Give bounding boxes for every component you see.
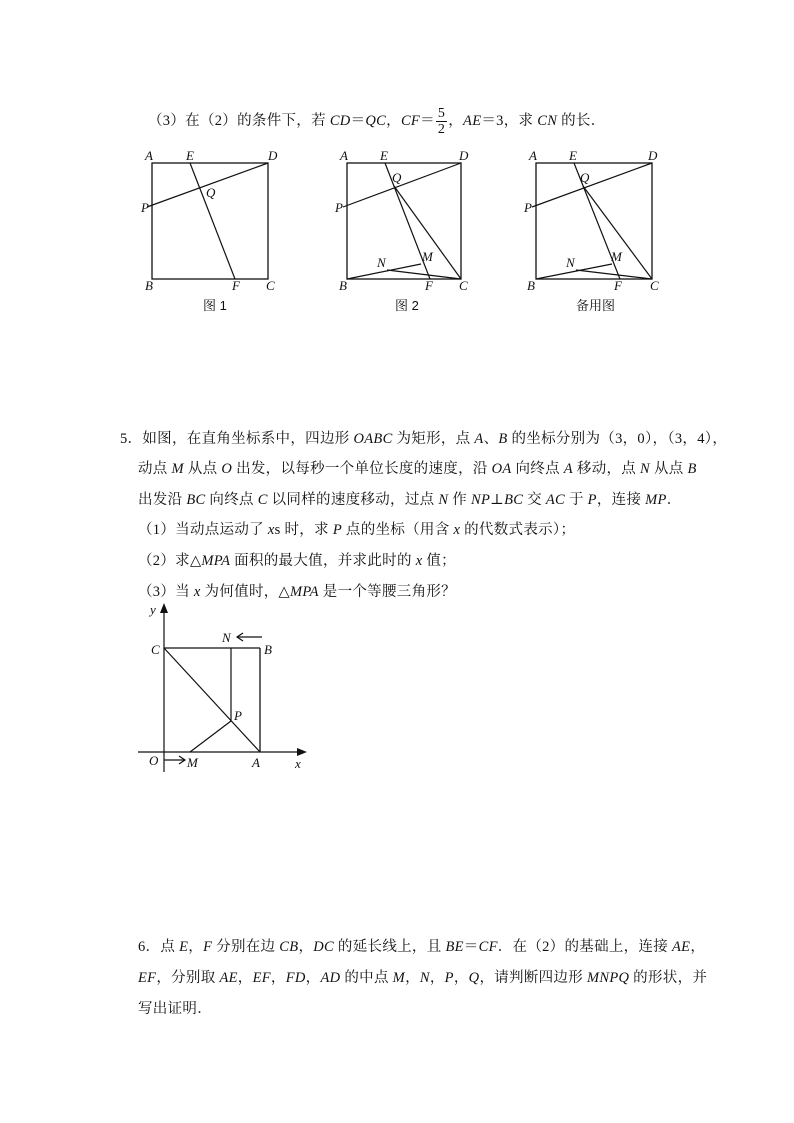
var: BC xyxy=(504,492,524,508)
var: MNPQ xyxy=(586,970,630,986)
text-segment: ，请判断四边形 xyxy=(479,970,587,986)
label-a: A xyxy=(252,755,260,770)
text-segment: ，分别取 xyxy=(156,970,220,986)
label-f: F xyxy=(425,278,433,293)
q4-figures xyxy=(0,140,794,470)
var: CF xyxy=(478,939,498,955)
text-segment: 写出证明． xyxy=(138,1001,212,1017)
text-segment: 点的坐标（用含 xyxy=(342,522,454,538)
label-e: E xyxy=(380,148,388,163)
text-segment: ， xyxy=(270,970,286,986)
q5-coordinate-figure xyxy=(130,600,330,780)
text-segment: ＝ xyxy=(350,112,366,129)
text-segment: 出发，以每秒一个单位长度的速度，沿 xyxy=(232,461,492,477)
figure-1-caption: 图 1 xyxy=(203,298,227,313)
text-segment: 为矩形，点 xyxy=(392,431,475,447)
text-segment: 面积的最大值，并求此时的 xyxy=(230,553,416,569)
label-d: D xyxy=(648,148,658,163)
label-n: N xyxy=(222,630,231,645)
text-segment: ＝ xyxy=(463,939,479,955)
var: OABC xyxy=(353,431,393,447)
q5-line-1 xyxy=(120,427,727,448)
var: MP xyxy=(645,492,667,508)
var: N xyxy=(419,970,430,986)
label-b: B xyxy=(527,278,535,293)
label-c: C xyxy=(151,642,160,657)
var-cd: CD xyxy=(329,112,351,129)
text-segment: ， xyxy=(429,970,445,986)
text-segment: 作 xyxy=(448,492,471,508)
text-segment: ， xyxy=(237,970,253,986)
var: EF xyxy=(138,970,157,986)
text-segment: （3）当 xyxy=(138,584,194,600)
label-m: M xyxy=(611,249,622,264)
var: AC xyxy=(545,492,566,508)
var-cf: CF xyxy=(400,112,421,129)
var: x xyxy=(415,553,423,569)
var-qc: QC xyxy=(365,112,387,129)
var: AE xyxy=(219,970,238,986)
figure-3 xyxy=(523,148,659,313)
label-c: C xyxy=(266,278,275,293)
var: P xyxy=(332,522,342,538)
text-segment: 的中点 xyxy=(340,970,393,986)
text-segment: 从点 xyxy=(650,461,688,477)
fraction-numerator: 5 xyxy=(437,106,446,121)
figure-2 xyxy=(334,148,469,313)
text-segment: 是一个等腰三角形？ xyxy=(318,584,456,600)
var: B xyxy=(498,431,508,447)
var: A xyxy=(474,431,484,447)
text-segment: s 时，求 xyxy=(274,522,333,538)
q5-line-3 xyxy=(138,488,682,509)
q5-sub-1 xyxy=(138,518,575,539)
text-segment: ⊥ xyxy=(490,492,505,508)
var: BE xyxy=(445,939,464,955)
q5-sub-3 xyxy=(138,580,456,601)
text-segment: 的长． xyxy=(557,112,606,129)
figure-2-caption: 图 2 xyxy=(395,298,419,313)
var: E xyxy=(179,939,189,955)
var: N xyxy=(438,492,449,508)
label-d: D xyxy=(459,148,469,163)
var: MPA xyxy=(290,584,319,600)
text-segment: 从点 xyxy=(183,461,222,477)
label-d: D xyxy=(268,148,278,163)
text-segment: （1）当动点运动了 xyxy=(138,522,268,538)
text-segment: 6．点 xyxy=(138,939,180,955)
label-c: C xyxy=(459,278,468,293)
label-n: N xyxy=(377,255,386,270)
text-segment: ， xyxy=(405,970,420,986)
text-segment: 的延长线上，且 xyxy=(334,939,446,955)
text-segment: （3）在（2）的条件下，若 xyxy=(148,112,330,129)
text-segment: 出发沿 xyxy=(138,492,187,508)
text-segment: ＝3，求 xyxy=(481,112,538,129)
text-segment: 为何值时，△ xyxy=(200,584,291,600)
figure-1 xyxy=(140,148,278,313)
var: P xyxy=(587,492,597,508)
text-segment: ． xyxy=(666,492,682,508)
text-segment: ， xyxy=(448,112,464,129)
text-segment: （2）求△ xyxy=(138,553,202,569)
var: AD xyxy=(320,970,341,986)
text-segment: ， xyxy=(298,939,314,955)
label-p: P xyxy=(234,708,242,723)
text-segment: 于 xyxy=(565,492,588,508)
axis-label-y: y xyxy=(150,602,156,617)
text-segment: 移动，点 xyxy=(572,461,641,477)
label-a: A xyxy=(529,148,537,163)
var: AE xyxy=(672,939,691,955)
var: x xyxy=(267,522,275,538)
text-segment: 、 xyxy=(483,431,499,447)
text-segment: 的坐标分别为（3，0），（3，4）， xyxy=(507,431,728,447)
label-a: A xyxy=(340,148,348,163)
axis-label-x: x xyxy=(295,756,301,771)
var: Q xyxy=(468,970,480,986)
label-q: Q xyxy=(580,170,590,185)
var: MPA xyxy=(201,553,231,569)
var: CB xyxy=(279,939,299,955)
text-segment: 的代数式表示）； xyxy=(460,522,576,538)
figure-3-caption: 备用图 xyxy=(576,298,616,313)
label-f: F xyxy=(614,278,622,293)
label-q: Q xyxy=(392,170,402,185)
var: FD xyxy=(285,970,306,986)
var: x xyxy=(453,522,461,538)
label-b: B xyxy=(264,642,272,657)
label-o: O xyxy=(149,753,159,768)
text-segment: 交 xyxy=(523,492,546,508)
label-a: A xyxy=(145,148,153,163)
text-segment: ．在（2）的基础上，连接 xyxy=(497,939,673,955)
var: N xyxy=(640,461,651,477)
label-p: P xyxy=(141,200,149,215)
fraction-denominator: 2 xyxy=(437,122,446,137)
label-b: B xyxy=(339,278,347,293)
label-p: P xyxy=(524,200,532,215)
label-q: Q xyxy=(206,185,216,200)
var: F xyxy=(203,939,213,955)
label-m: M xyxy=(187,755,198,770)
var: BC xyxy=(186,492,206,508)
label-c: C xyxy=(650,278,659,293)
text-segment: 5．如图，在直角坐标系中，四边形 xyxy=(120,431,354,447)
text-segment: ， xyxy=(305,970,321,986)
text-segment: ， xyxy=(453,970,469,986)
text-segment: 的形状，并 xyxy=(629,970,708,986)
var: P xyxy=(444,970,454,986)
text-segment: ，连接 xyxy=(596,492,646,508)
var: O xyxy=(221,461,233,477)
text-segment: 向终点 xyxy=(205,492,258,508)
var: M xyxy=(171,461,184,477)
q6-line-2 xyxy=(138,966,707,987)
label-e: E xyxy=(186,148,194,163)
label-p: P xyxy=(335,200,343,215)
var: B xyxy=(687,461,697,477)
label-b: B xyxy=(145,278,153,293)
var: M xyxy=(392,970,406,986)
var: x xyxy=(193,584,201,600)
q5-line-2 xyxy=(138,457,697,478)
text-segment: ＝ xyxy=(420,112,435,129)
text-segment: 值； xyxy=(422,553,456,569)
var-cn: CN xyxy=(537,112,558,129)
text-segment: 以同样的速度移动，过点 xyxy=(267,492,439,508)
q4-part3-text xyxy=(148,106,606,137)
text-segment: ， xyxy=(188,939,204,955)
label-e: E xyxy=(569,148,577,163)
label-m: M xyxy=(422,249,433,264)
q5-sub-2 xyxy=(138,549,456,570)
var: DC xyxy=(313,939,334,955)
label-n: N xyxy=(566,255,575,270)
var-ae: AE xyxy=(463,112,482,129)
var: C xyxy=(257,492,268,508)
text-segment: 动点 xyxy=(138,461,172,477)
label-f: F xyxy=(232,278,240,293)
fraction xyxy=(436,106,447,137)
var: A xyxy=(563,461,573,477)
text-segment: 向终点 xyxy=(511,461,564,477)
var: EF xyxy=(252,970,271,986)
text-segment: ， xyxy=(690,939,706,955)
var: OA xyxy=(491,461,512,477)
text-segment: ， xyxy=(386,112,401,129)
q6-line-1 xyxy=(138,935,705,956)
text-segment: 分别在边 xyxy=(212,939,280,955)
var: NP xyxy=(471,492,491,508)
q6-line-3 xyxy=(138,997,212,1018)
